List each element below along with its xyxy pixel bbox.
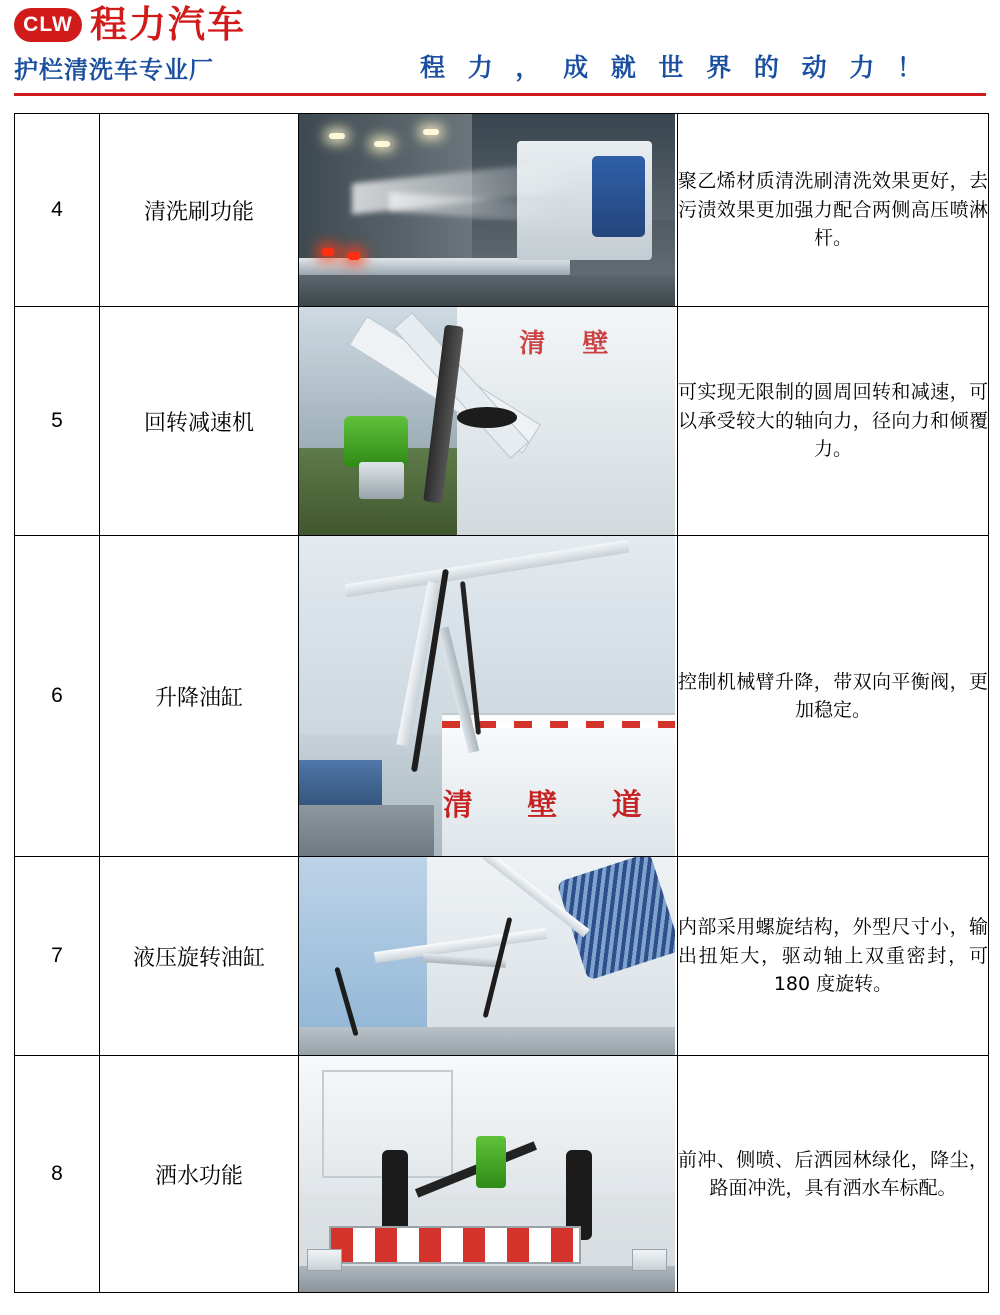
row-description: 可实现无限制的圆周回转和减速，可以承受较大的轴向力，径向力和倾覆力。: [678, 307, 989, 536]
table-row: [15, 1056, 989, 1293]
feature-table: [14, 113, 989, 1293]
cleaning-brush-photo: [299, 114, 675, 306]
row-number: 7: [15, 857, 100, 1056]
row-feature-name: 清洗刷功能: [100, 114, 299, 307]
row-number: 5: [15, 307, 100, 536]
table-row: [15, 857, 989, 1056]
company-slogan: 程 力 ， 成 就 世 界 的 动 力 ！: [420, 53, 930, 82]
row-description: 内部采用螺旋结构，外型尺寸小，输出扭矩大，驱动轴上双重密封，可 180 度旋转。: [678, 857, 989, 1056]
row-image-cell: [299, 307, 678, 536]
page-header: [0, 0, 1000, 96]
company-subtitle: 护栏清洗车专业厂: [14, 56, 214, 84]
row-number: 8: [15, 1056, 100, 1293]
row-description: 控制机械臂升降，带双向平衡阀，更加稳定。: [678, 536, 989, 857]
row-image-cell: [299, 114, 678, 307]
row-image-cell: [299, 1056, 678, 1293]
table-row: [15, 114, 989, 307]
clw-logo-icon: CLW: [14, 8, 82, 42]
row-image-cell: [299, 536, 678, 857]
company-logo: [14, 3, 314, 85]
row-number: 6: [15, 536, 100, 857]
row-feature-name: 洒水功能: [100, 1056, 299, 1293]
logo-row: [14, 3, 314, 46]
hydraulic-rotary-cylinder-photo: [299, 857, 675, 1055]
row-feature-name: 回转减速机: [100, 307, 299, 536]
truck-body-text: 清 壁 道: [442, 788, 664, 823]
row-number: 4: [15, 114, 100, 307]
slewing-reducer-photo: [299, 307, 675, 535]
row-feature-name: 升降油缸: [100, 536, 299, 857]
lifting-cylinder-photo: [299, 536, 675, 856]
truck-body-text: 清 壁: [519, 328, 623, 359]
row-feature-name: 液压旋转油缸: [100, 857, 299, 1056]
row-description: 聚乙烯材质清洗刷清洗效果更好，去污渍效果更加强力配合两侧高压喷淋杆。: [678, 114, 989, 307]
row-image-cell: [299, 857, 678, 1056]
company-name: 程力汽车: [90, 3, 246, 46]
header-divider: [14, 93, 986, 96]
table-row: [15, 536, 989, 857]
table-row: [15, 307, 989, 536]
row-description: 前冲、侧喷、后洒园林绿化，降尘，路面冲洗，具有洒水车标配。: [678, 1056, 989, 1293]
sprinkler-function-photo: [299, 1056, 675, 1292]
